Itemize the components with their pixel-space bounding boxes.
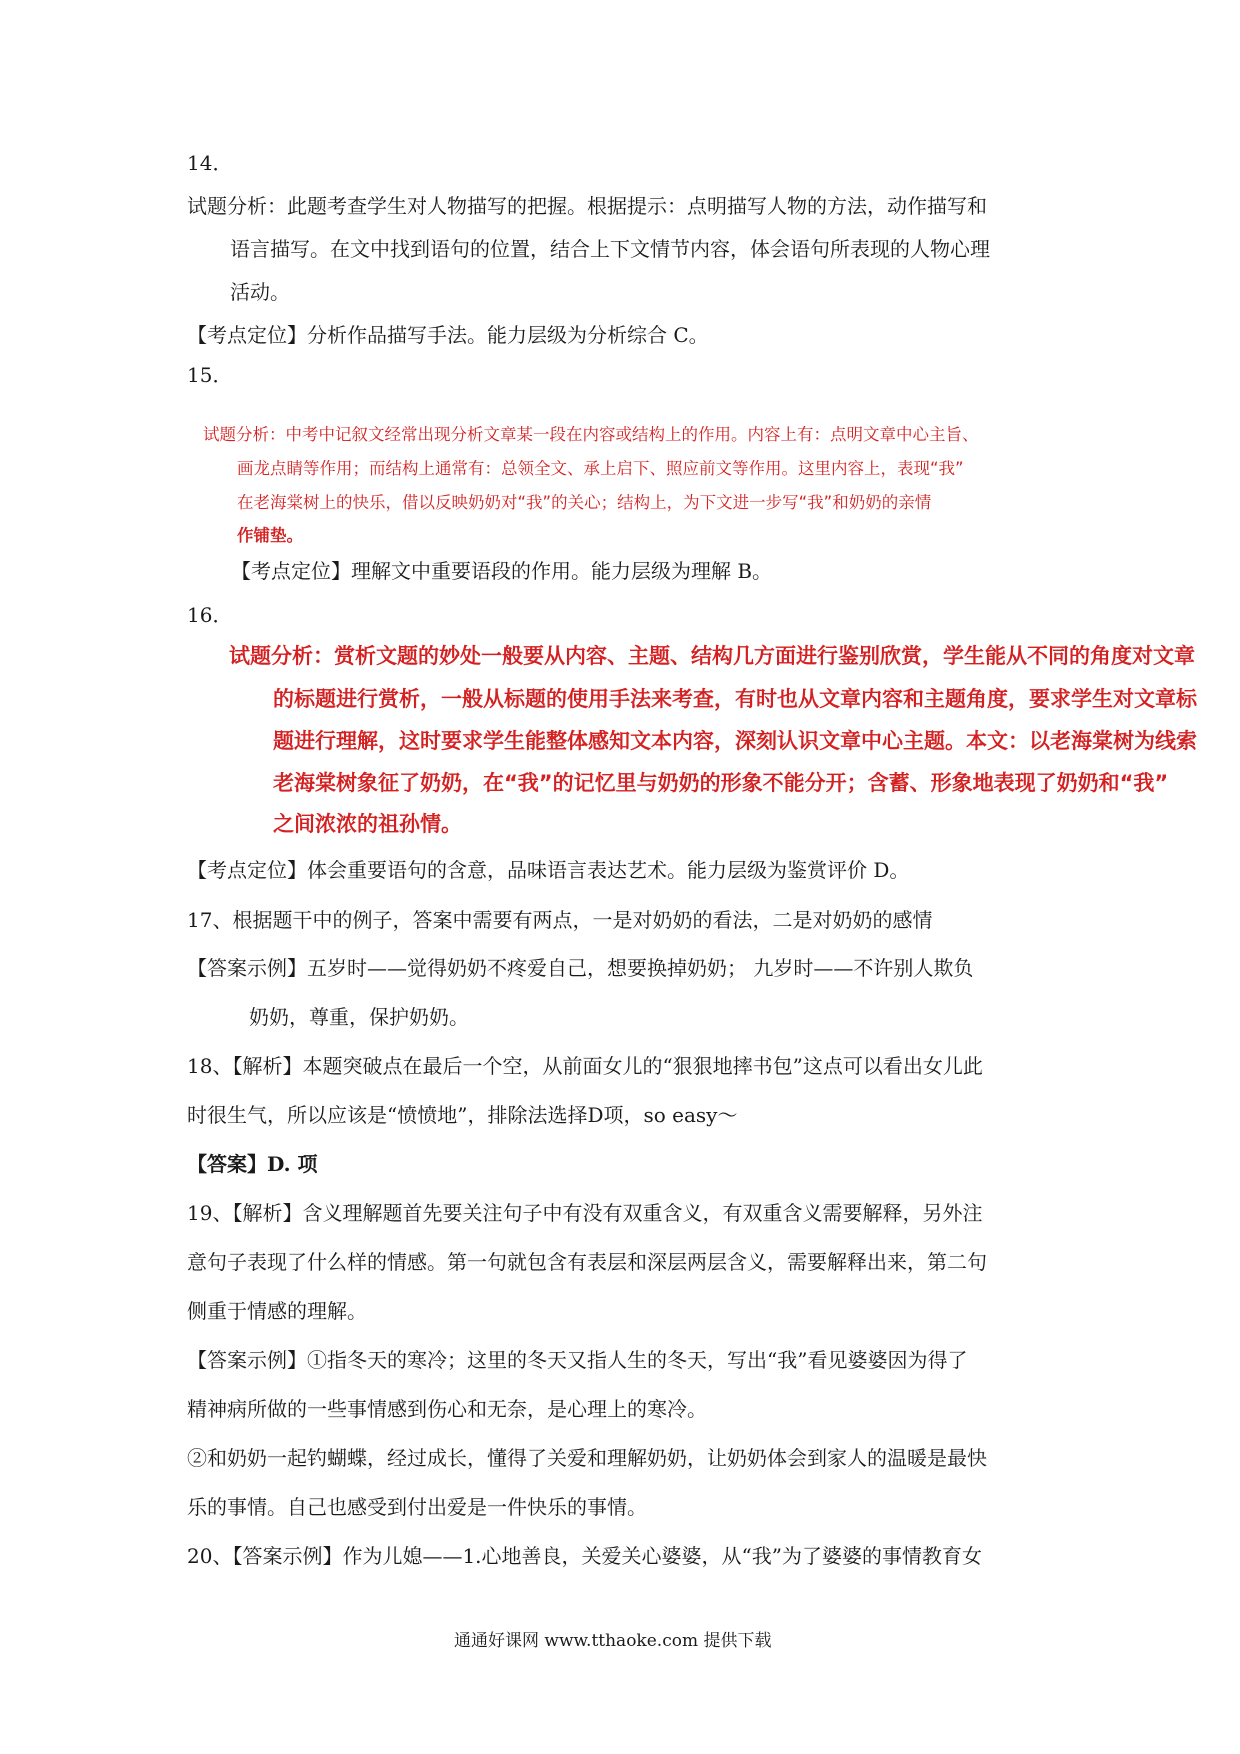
question-15-analysis-line: 在老海棠树上的快乐，借以反映奶奶对“我”的关心；结构上，为下文进一步写“我”和奶奶的亲情	[237, 493, 932, 512]
question-19-answer-line: 精神病所做的一些事情感到伤心和无奈，是心理上的寒冷。	[187, 1397, 707, 1421]
question-16-analysis-line: 试题分析：赏析文题的妙处一般要从内容、主题、结构几方面进行鉴别欣赏，学生能从不同的角度对文章	[229, 644, 1195, 668]
question-16-analysis-line: 之间浓浓的祖孙情。	[273, 812, 462, 836]
question-16-analysis-line: 题进行理解，这时要求学生能整体感知文本内容，深刻认识文章中心主题。本文：以老海棠树为线索	[273, 729, 1197, 753]
question-19-analysis-line: 侧重于情感的理解。	[187, 1299, 367, 1323]
question-15-analysis-line: 作铺垫。	[237, 526, 303, 545]
question-14-analysis-line: 活动。	[230, 280, 290, 304]
question-15-number: 15．	[187, 363, 233, 387]
question-16-key-point: 【考点定位】体会重要语句的含意，品味语言表达艺术。能力层级为鉴赏评价 D。	[187, 858, 910, 882]
question-18-answer: 【答案】D. 项	[187, 1152, 318, 1176]
question-16-number: 16．	[187, 603, 233, 627]
question-15-key-point: 【考点定位】理解文中重要语段的作用。能力层级为理解 B。	[231, 559, 773, 583]
question-16-analysis-line: 的标题进行赏析，一般从标题的使用手法来考查，有时也从文章内容和主题角度，要求学生对文章标	[273, 687, 1197, 711]
question-17-line: 17、根据题干中的例子，答案中需要有两点，一是对奶奶的看法，二是对奶奶的感情	[187, 908, 933, 932]
question-17-answer-line: 奶奶，尊重，保护奶奶。	[249, 1005, 469, 1029]
question-16-analysis-line: 老海棠树象征了奶奶，在“我”的记忆里与奶奶的形象不能分开；含蓄、形象地表现了奶奶和“我”	[273, 771, 1169, 795]
question-14-analysis-line: 试题分析：此题考查学生对人物描写的把握。根据提示：点明描写人物的方法，动作描写和	[187, 194, 987, 218]
question-20-answer-line: 20、【答案示例】作为儿媳——1.心地善良，关爱关心婆婆，从“我”为了婆婆的事情教育女	[187, 1544, 982, 1568]
question-17-answer-line: 【答案示例】五岁时——觉得奶奶不疼爱自己，想要换掉奶奶； 九岁时——不许别人欺负	[187, 956, 974, 980]
question-15-analysis-line: 画龙点睛等作用；而结构上通常有：总领全文、承上启下、照应前文等作用。这里内容上，表现“我”	[237, 459, 964, 478]
question-19-analysis-line: 19、【解析】含义理解题首先要关注句子中有没有双重含义，有双重含义需要解释，另外注	[187, 1201, 983, 1225]
question-19-answer-line: ②和奶奶一起钓蝴蝶，经过成长，懂得了关爱和理解奶奶，让奶奶体会到家人的温暖是最快	[187, 1446, 987, 1470]
question-18-analysis-line: 时很生气，所以应该是“愤愤地”，排除法选择D项，so easy～	[187, 1103, 738, 1127]
question-14-analysis-line: 语言描写。在文中找到语句的位置，结合上下文情节内容，体会语句所表现的人物心理	[230, 237, 990, 261]
question-19-answer-line: 【答案示例】①指冬天的寒冷；这里的冬天又指人生的冬天，写出“我”看见婆婆因为得了	[187, 1348, 968, 1372]
question-14-key-point: 【考点定位】分析作品描写手法。能力层级为分析综合 C。	[187, 323, 709, 347]
page-footer: 通通好课网 www.tthaoke.com 提供下载	[454, 1631, 772, 1651]
question-14-number: 14．	[187, 151, 233, 175]
question-19-answer-line: 乐的事情。自己也感受到付出爱是一件快乐的事情。	[187, 1495, 647, 1519]
question-19-analysis-line: 意句子表现了什么样的情感。第一句就包含有表层和深层两层含义，需要解释出来，第二句	[187, 1250, 987, 1274]
question-18-analysis-line: 18、【解析】本题突破点在最后一个空，从前面女儿的“狠狠地摔书包”这点可以看出女儿此	[187, 1054, 983, 1078]
question-15-analysis-line: 试题分析：中考中记叙文经常出现分析文章某一段在内容或结构上的作用。内容上有：点明文章中心主旨、	[203, 425, 979, 444]
